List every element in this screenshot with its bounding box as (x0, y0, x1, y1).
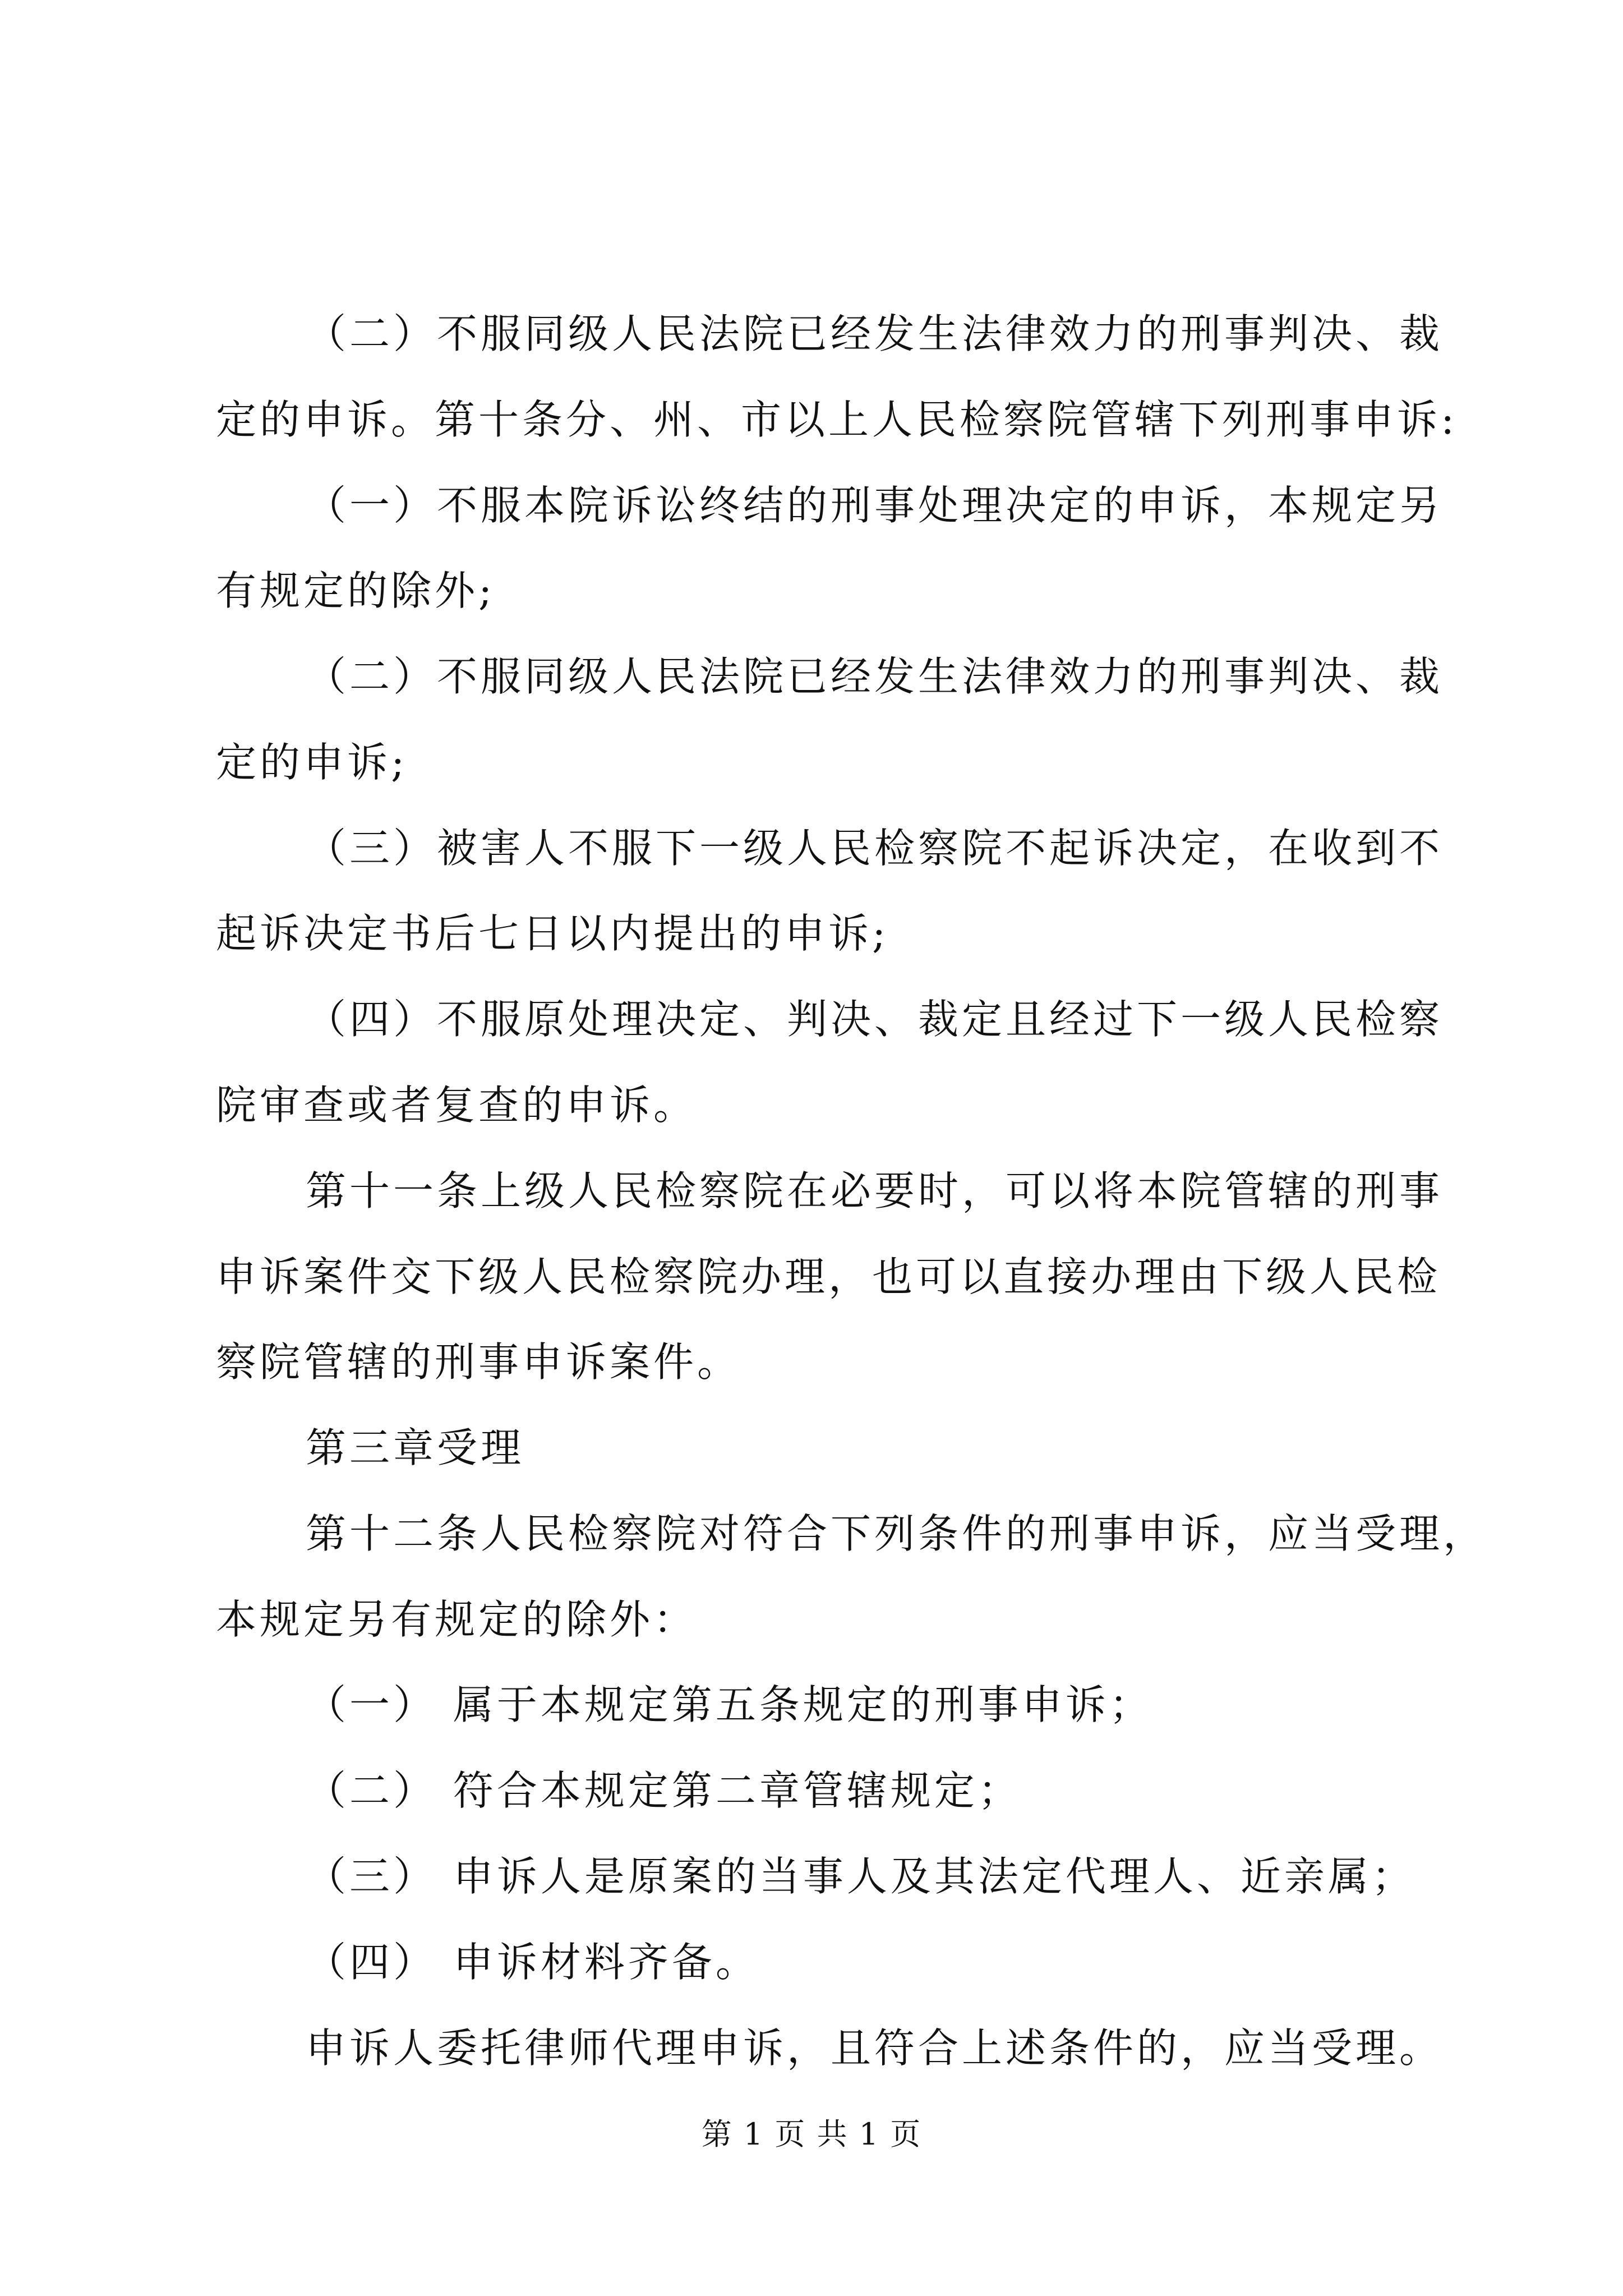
text-line: 有规定的除外; (216, 567, 496, 614)
text-line: 察院管辖的刑事申诉案件。 (216, 1338, 741, 1386)
page-number-footer: 第 1 页 共 1 页 (701, 2116, 922, 2152)
text-line: 第十一条上级人民检察院在必要时，可以将本院管辖的刑事 (306, 1167, 1444, 1214)
chapter-heading: 第三章受理 (306, 1424, 525, 1471)
text-line: 申诉人委托律师代理申诉，且符合上述条件的，应当受理。 (306, 2024, 1444, 2072)
list-item: （二） 符合本规定第二章管辖规定； (306, 1767, 1022, 1814)
text-line: （一）不服本院诉讼终结的刑事处理决定的申诉，本规定另 (306, 482, 1444, 529)
text-line: 定的申诉; (216, 739, 408, 786)
text-line: （二）不服同级人民法院已经发生法律效力的刑事判决、裁 (306, 310, 1444, 357)
text-line: 本规定另有规定的除外： (216, 1596, 698, 1643)
list-item: （一） 属于本规定第五条规定的刑事申诉； (306, 1681, 1153, 1728)
text-line: 起诉决定书后七日以内提出的申诉; (216, 910, 889, 957)
text-line: 申诉案件交下级人民检察院办理，也可以直接办理由下级人民检 (216, 1253, 1441, 1300)
text-line: （二）不服同级人民法院已经发生法律效力的刑事判决、裁 (306, 653, 1444, 700)
list-item: （四） 申诉材料齐备。 (306, 1939, 759, 1986)
text-line: （三）被害人不服下一级人民检察院不起诉决定，在收到不 (306, 825, 1444, 872)
list-item: （三） 申诉人是原案的当事人及其法定代理人、近亲属； (306, 1853, 1415, 1900)
text-line: 定的申诉。第十条分、州、市以上人民检察院管辖下列刑事申诉: (216, 396, 1458, 443)
text-line: 第十二条人民检察院对符合下列条件的刑事申诉，应当受理， (306, 1510, 1487, 1557)
text-line: 院审查或者复查的申诉。 (216, 1082, 698, 1129)
text-line: （四）不服原处理决定、判决、裁定且经过下一级人民检察 (306, 996, 1444, 1043)
